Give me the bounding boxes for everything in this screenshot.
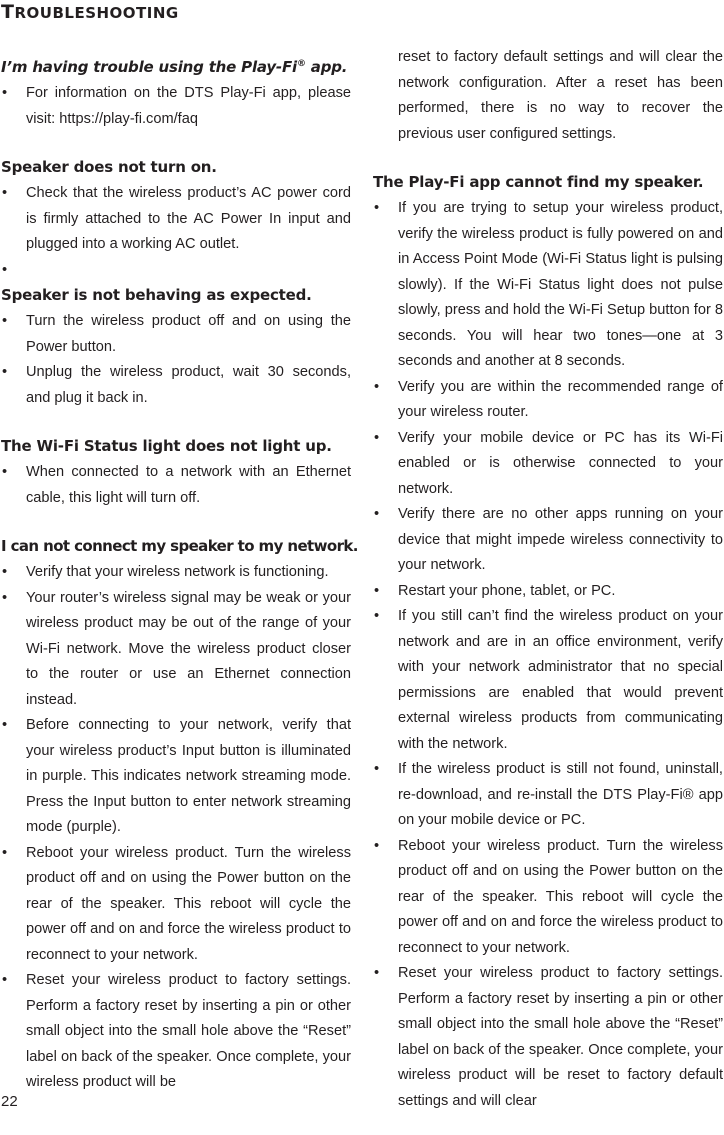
list-item: • Reset your wireless product to factory settings. Perform a factory reset by inserting a pin or other small object into the small hole above the “Reset” label on back of the speaker. Once complete, your wireless product will be reset to factory default settings and will clear — [373, 961, 723, 1114]
registered-mark: ® — [296, 59, 306, 69]
section-heading: Speaker is not behaving as expected. — [1, 286, 312, 304]
list-item: • Before connecting to your network, verify that your wireless product’s Input button is illuminated in purple. This indicates network streaming mode. Press the Input button to enter network streaming mode (purple). — [1, 713, 351, 841]
section-not-behaving — [1, 281, 351, 411]
list-item: • Unplug the wireless product, wait 30 seconds, and plug it back in. — [1, 360, 351, 411]
list-item: • Verify that your wireless network is functioning. — [1, 560, 351, 586]
section-heading: I can not connect my speaker to my network. — [1, 537, 358, 555]
list-item: • Reboot your wireless product. Turn the wireless product off and on using the Power button on the rear of the speaker. This reboot will cycle the power off and on and force the wireless product to reconnect to your network. — [373, 834, 723, 962]
bullet-list — [373, 196, 723, 1114]
section-heading — [1, 50, 351, 81]
list-item: • Check that the wireless product’s AC power cord is firmly attached to the AC Power In input and plugged into a working AC outlet. — [1, 181, 351, 258]
page-title-cap: T — [1, 1, 15, 23]
list-item: • If the wireless product is still not found, uninstall, re-download, and re-install the DTS Play-Fi® app on your mobile device or PC. — [373, 757, 723, 834]
bullet-list — [1, 81, 351, 132]
bullet-list — [1, 460, 351, 511]
bullet-list — [1, 181, 351, 283]
list-item: • Reboot your wireless product. Turn the wireless product off and on using the Power button on the rear of the speaker. This reboot will cycle the power off and on and force the wireless product to reconnect to your network. — [1, 841, 351, 969]
section-wifi-status-light — [1, 432, 351, 511]
bullet-list — [1, 309, 351, 411]
bullet-list — [1, 560, 351, 1096]
page-title-rest: ROUBLESHOOTING — [14, 4, 179, 22]
section-playfi-app-trouble — [1, 50, 351, 132]
list-item: • Verify your mobile device or PC has its Wi-Fi enabled or is otherwise connected to your network. — [373, 426, 723, 503]
heading-text-end: app. — [305, 58, 348, 76]
list-item: • When connected to a network with an Ethernet cable, this light will turn off. — [1, 460, 351, 511]
list-item: • If you are trying to setup your wireless product, verify the wireless product is fully powered on and in Access Point Mode (Wi-Fi Status light is pulsing slowly). If the Wi-Fi Status light does not pulse slowly, press and hold the Wi-Fi Setup button for 8 seconds. You will hear two tones—one at 3 seconds and another at 8 seconds. — [373, 196, 723, 375]
heading-text: I’m having trouble using the Play-Fi — [1, 58, 297, 76]
list-item: • Turn the wireless product off and on using the Power button. — [1, 309, 351, 360]
list-item: • Your router’s wireless signal may be weak or your wireless product may be out of the range of your Wi-Fi network. Move the wireless product closer to the router or use an Ethernet connection instead. — [1, 586, 351, 714]
continued-paragraph: reset to factory default settings and will clear the network configuration. After a reset has been performed, there is no way to recover the previous user configured settings. — [398, 49, 723, 142]
section-heading: The Play-Fi app cannot find my speaker. — [373, 173, 704, 191]
page-title — [1, 2, 179, 23]
list-item-empty — [1, 258, 351, 284]
list-item: • Verify you are within the recommended range of your wireless router. — [373, 375, 723, 426]
section-speaker-not-on — [1, 153, 351, 283]
right-column — [373, 45, 723, 1135]
page-number: 22 — [1, 1093, 18, 1110]
section-heading: The Wi-Fi Status light does not light up. — [1, 437, 332, 455]
list-item: • For information on the DTS Play-Fi app, please visit: https://play-fi.com/faq — [1, 81, 351, 132]
left-column — [1, 50, 358, 1117]
section-heading: Speaker does not turn on. — [1, 158, 217, 176]
list-item: • Reset your wireless product to factory settings. Perform a factory reset by inserting a pin or other small object into the small hole above the “Reset” label on back of the speaker. Once complete, your wireless product will be — [1, 968, 351, 1096]
section-app-cannot-find — [373, 168, 723, 1114]
section-cannot-connect — [1, 532, 358, 1096]
list-item: • If you still can’t find the wireless product on your network and are in an office environment, verify with your network administrator that no special permissions are enabled that would prevent external wireless products from communicating with the network. — [373, 604, 723, 757]
list-item: • Verify there are no other apps running on your device that might impede wireless connectivity to your network. — [373, 502, 723, 579]
list-item: • Restart your phone, tablet, or PC. — [373, 579, 723, 605]
